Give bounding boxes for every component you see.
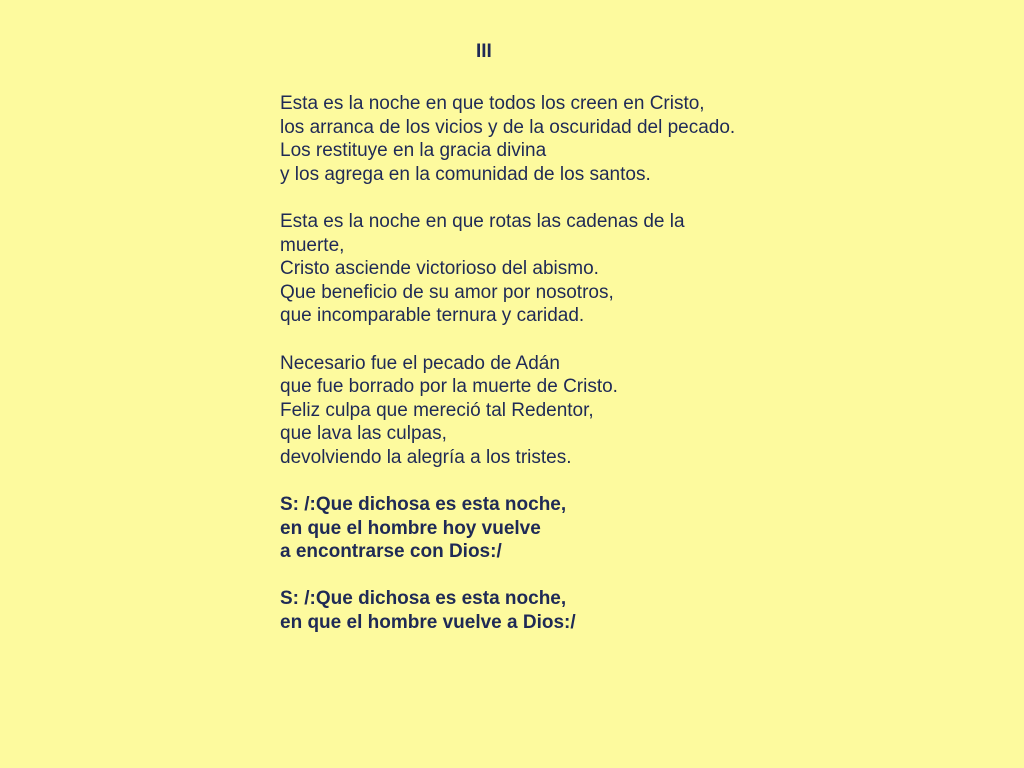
stanza-3	[280, 352, 980, 470]
refrain-line: a encontrarse con Dios:/	[280, 541, 502, 563]
stanza-line: Cristo asciende victorioso del abismo.	[280, 258, 599, 280]
stanza-line: que fue borrado por la muerte de Cristo.	[280, 376, 618, 398]
stanza-line: devolviendo la alegría a los tristes.	[280, 446, 572, 468]
refrain-2	[280, 587, 980, 634]
refrain-1	[280, 493, 980, 564]
stanza-line: que lava las culpas,	[280, 423, 447, 445]
refrain-line: S: /:Que dichosa es esta noche,	[280, 588, 567, 610]
stanza-line: Que beneficio de su amor por nosotros,	[280, 281, 614, 303]
stanza-line: Feliz culpa que mereció tal Redentor,	[280, 399, 594, 421]
text-body	[280, 92, 980, 635]
stanza-2	[280, 210, 980, 328]
section-heading: III	[476, 41, 492, 62]
stanza-line: Esta es la noche en que todos los creen en Cristo,	[280, 93, 705, 114]
stanza-line: Los restituye en la gracia divina	[280, 140, 547, 162]
stanza-line: que incomparable ternura y caridad.	[280, 305, 585, 327]
stanza-line: y los agrega en la comunidad de los santos.	[280, 163, 651, 185]
refrain-line: S: /:Que dichosa es esta noche,	[280, 494, 567, 516]
stanza-line: Esta es la noche en que rotas las cadenas de la	[280, 210, 685, 232]
stanza-line: los arranca de los vicios y de la oscuridad del pecado.	[280, 116, 736, 138]
refrain-line: en que el hombre hoy vuelve	[280, 517, 541, 539]
stanza-line: Necesario fue el pecado de Adán	[280, 352, 560, 374]
refrain-line: en que el hombre vuelve a Dios:/	[280, 612, 576, 634]
stanza-line: muerte,	[280, 234, 345, 256]
stanza-1	[280, 92, 980, 186]
